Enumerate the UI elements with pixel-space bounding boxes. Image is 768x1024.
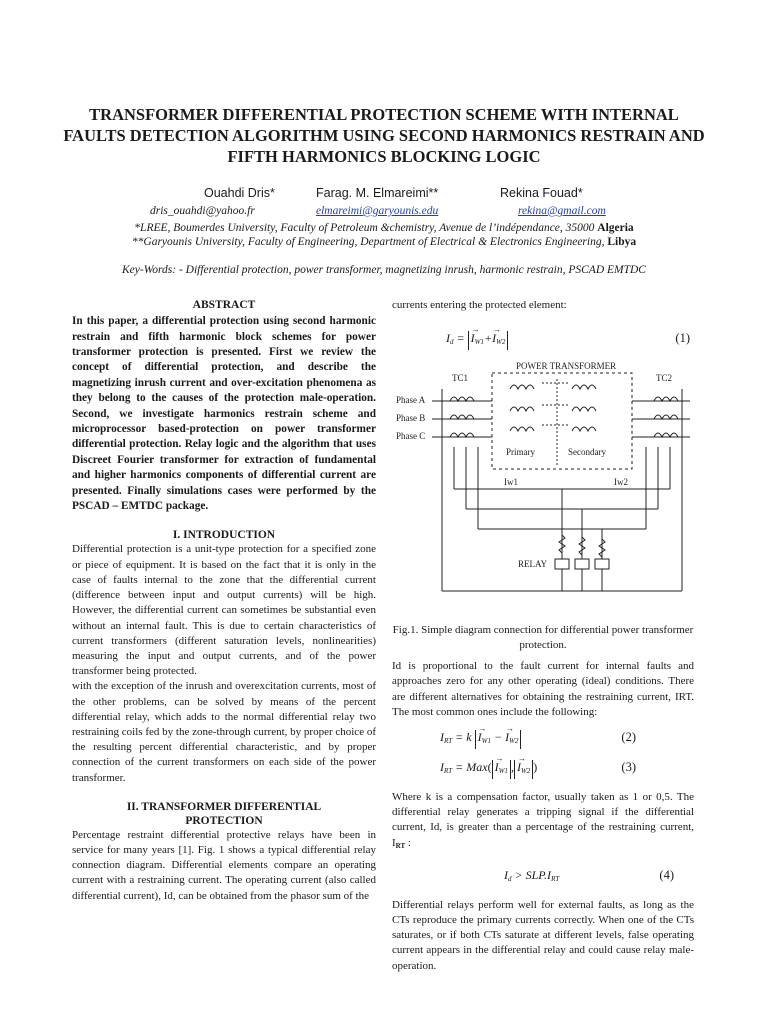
email-link-2[interactable]: elmareimi@garyounis.edu: [316, 205, 439, 217]
right-paragraph-1: Id is proportional to the fault current for internal faults and approaches zero for any other operating (ideal) conditions. There are different alternatives for obtaining the restraining current, IRT. The most common ones include the following:: [392, 660, 694, 718]
equation-1: $I_d$ = → $I_{W1}+\to I_{W2}$ (1): [392, 325, 694, 355]
right-column: [392, 298, 694, 974]
right-intro-text: currents entering the protected element:: [392, 299, 567, 311]
email-link-3[interactable]: rekina@gmail.com: [518, 205, 606, 217]
abstract-heading: ABSTRACT: [192, 299, 256, 311]
right-paragraph-3: Differential relays perform well for external faults, as long as the CTs reproduce the primary currents correctly. When one of the CTs saturates, or if both CTs saturate at different levels, false operating current appears in the differential relay and could cause relay male-operation.: [392, 898, 694, 972]
right-paragraph-2: Where k is a compensation factor, usually taken as 1 or 0,5. The differential relay generates a tripping signal if the differential current, Id, is greater than a percentage of the restraining current, IRT :: [392, 791, 694, 850]
introduction-paragraph-1: Differential protection is a unit-type protection for a specified zone or piece of equipment. It is based on the fact that it is only in the case of faults internal to the zone that the differential current (difference between input and output currents) will be high. However, the differential current can sometimes be substantial even without an internal fault. This is due to certain characteristics of current transformers (different saturation levels, nonlinearities) measuring the input and output currents, and of the power transformer being protected.: [72, 543, 376, 678]
figure-label-relay: RELAY: [518, 559, 548, 570]
figure-1-diagram: [392, 359, 694, 619]
figure-label-power-transformer: POWER TRANSFORMER: [516, 361, 617, 372]
figure-label-secondary: Secondary: [568, 447, 606, 458]
figure-label-iw1: Iw1: [504, 477, 518, 488]
paper-title: TRANSFORMER DIFFERENTIAL PROTECTION SCHEME WITH INTERNAL FAULTS DETECTION ALGORITHM USING SECOND HARMONICS RESTRAIN AND FIFTH HARMONICS BLOCKING LOGIC: [63, 105, 705, 166]
figure-label-phase-b: Phase B: [396, 413, 426, 424]
figure-1-caption: Fig.1. Simple diagram connection for differential power transformer protection.: [392, 624, 694, 652]
figure-label-phase-a: Phase A: [396, 395, 426, 406]
relay-coil-a: [555, 559, 569, 569]
equation-4-number: (4): [659, 867, 674, 882]
section2-heading-line1: II. TRANSFORMER DIFFERENTIAL: [126, 800, 322, 813]
equation-1-number: (1): [675, 331, 690, 346]
figure-label-tc2: TC2: [656, 373, 673, 384]
author-list: [0, 186, 768, 204]
section2-heading-line2: PROTECTION: [185, 814, 263, 827]
section2-paragraph-1: Percentage restraint differential protective relays have been in service for many years [1]. Fig. 1 shows a typical differential relay connection diagram. Differential elements compare an operating current with a restraining current. The operating current (also called differential current), Id, can be obtained from the phasor sum of the: [72, 828, 376, 902]
figure-label-phase-c: Phase C: [396, 431, 426, 442]
author-2: Farag. M. Elmareimi**: [316, 186, 439, 200]
equation-2: $I_{RT} = k \to I_{W1}$ − → $I_{W2}$ (2): [392, 724, 694, 754]
affiliation-1: *LREE, Boumerdes University, Faculty of Petroleum &chemistry, Avenue de l’indépendance, 35000 Algeria: [134, 222, 634, 234]
email-list: [0, 205, 768, 220]
abstract-text: In this paper, a differential protection using second harmonic restrain and fifth harmonic block schemes for power transformer protection is presented. First we review the concept of differential protection, and describe the magnetizing inrush current and over-excitation phenomena as they belong to the causes of the protection male-operation. Second, we investigate harmonics restrain scheme and microprocessor based-protection on power transformer differential protection. Relay logic and the algorithm that uses Discreet Fourier transformer for extraction of fundamental and higher harmonics components of differential current are presented. Finally simulations cases were performed by the PSCAD – EMTDC package.: [72, 315, 376, 513]
author-1: Ouahdi Dris*: [204, 186, 275, 200]
keywords-line: Key-Words: - Differential protection, power transformer, magnetizing inrush, harmonic restrain, PSCAD EMTDC: [122, 264, 646, 276]
introduction-heading: I. INTRODUCTION: [172, 529, 276, 542]
equation-3: $I_{RT} = Max(\to I_{W1}$ ,→ $I_{W2}$ ) (3): [392, 754, 694, 784]
email-1: dris_ouahdi@yahoo.fr: [150, 205, 255, 217]
figure-label-iw2: Iw2: [614, 477, 628, 488]
left-column: [72, 298, 376, 904]
transformer-diagram-svg: [392, 359, 694, 619]
author-3: Rekina Fouad*: [500, 186, 583, 200]
equation-4: $I_d > SLP.I_{RT}$ (4): [504, 867, 674, 883]
relay-coil-c: [595, 559, 609, 569]
affiliation-2: **Garyounis University, Faculty of Engineering, Department of Electrical & Electronics Engineering, Libya: [131, 236, 637, 248]
figure-label-tc1: TC1: [452, 373, 469, 384]
equation-2-number: (2): [621, 730, 636, 745]
introduction-paragraph-2: with the exception of the inrush and overexcitation currents, most of the other problems, can be solved by means of the percent differential relay, which adds to the normal differential relay two restraining coils fed by the zone-through current, by proper choice of the resulting percent differential characteristic, and by proper connection of the current transformers on each side of the power transformer.: [72, 680, 376, 784]
relay-coil-b: [575, 559, 589, 569]
equation-3-number: (3): [621, 760, 636, 775]
figure-label-primary: Primary: [506, 447, 535, 458]
